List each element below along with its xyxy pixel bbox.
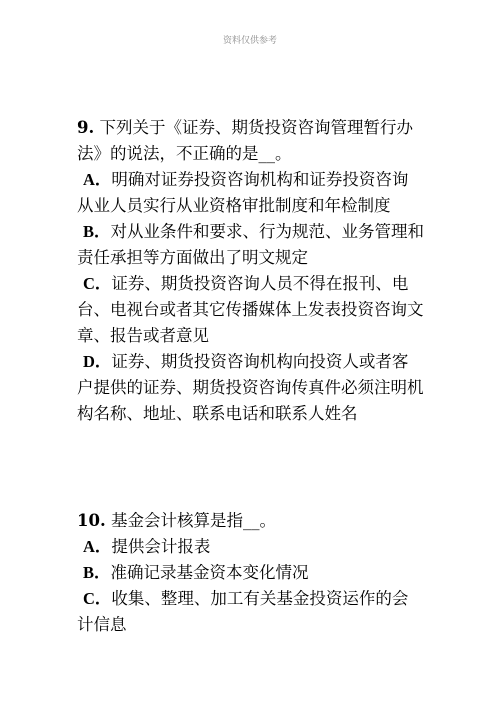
option-d-continued <box>77 375 427 401</box>
option-letter: B． <box>83 222 111 241</box>
option-b <box>77 560 427 586</box>
option-letter: C． <box>83 589 112 608</box>
option-c <box>77 271 427 297</box>
option-text: 证券、期货投资咨询机构向投资人或者客 <box>111 352 409 371</box>
option-text: 台、电视台或者其它传播媒体上发表投资咨询文 <box>77 300 424 319</box>
option-c-continued <box>77 323 427 349</box>
question-stem-line <box>77 115 427 141</box>
option-text: 明确对证券投资咨询机构和证券投资咨询 <box>111 170 409 189</box>
option-b-continued <box>77 245 427 271</box>
option-letter: A． <box>83 170 112 189</box>
question-stem-line <box>77 508 427 534</box>
option-a <box>77 534 427 560</box>
option-text: 责任承担等方面做出了明文规定 <box>77 248 308 267</box>
question-10 <box>77 508 427 638</box>
option-text: 证券、期货投资咨询人员不得在报刊、电 <box>111 274 409 293</box>
option-text: 户提供的证券、期货投资咨询传真件必须注明机 <box>77 378 424 397</box>
question-stem-text: 下列关于《证券、期货投资咨询管理暂行办 <box>99 118 413 137</box>
question-stem-text: 法》的说法，不正确的是__。 <box>77 144 292 163</box>
option-c-continued <box>77 297 427 323</box>
option-text: 提供会计报表 <box>111 537 211 556</box>
option-text: 计信息 <box>77 615 127 634</box>
option-text: 从业人员实行从业资格审批制度和年检制度 <box>77 196 391 215</box>
page-header: 资料仅供参考 <box>222 36 277 46</box>
option-text: 收集、整理、加工有关基金投资运作的会 <box>111 589 409 608</box>
option-d <box>77 349 427 375</box>
question-9 <box>77 115 427 427</box>
option-c-continued <box>77 612 427 638</box>
option-letter: C． <box>83 274 112 293</box>
option-b <box>77 219 427 245</box>
option-d-continued <box>77 401 427 427</box>
option-text: 构名称、地址、联系电话和联系人姓名 <box>77 404 358 423</box>
option-text: 准确记录基金资本变化情况 <box>110 563 309 582</box>
option-text: 对从业条件和要求、行为规范、业务管理和 <box>110 222 425 241</box>
option-a <box>77 167 427 193</box>
question-number: 9. <box>77 118 95 137</box>
option-a-continued <box>77 193 427 219</box>
question-number: 10. <box>77 511 106 530</box>
option-letter: D． <box>83 352 112 371</box>
option-letter: B． <box>83 563 111 582</box>
option-c <box>77 586 427 612</box>
option-text: 章、报告或者意见 <box>77 326 209 345</box>
question-stem-line <box>77 141 427 167</box>
option-letter: A． <box>83 537 112 556</box>
question-stem-text: 基金会计核算是指__。 <box>110 511 276 530</box>
